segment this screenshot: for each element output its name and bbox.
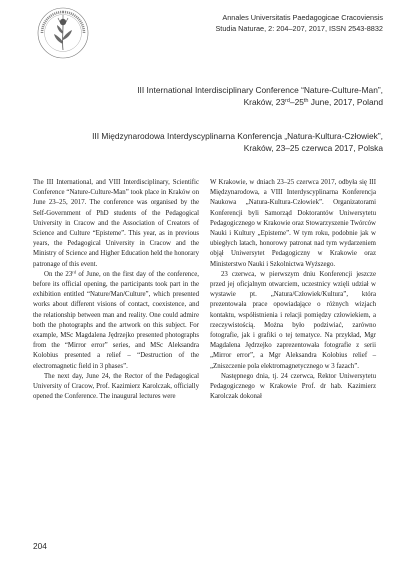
english-text-column	[33, 178, 199, 402]
polish-paragraph-1: W Krakowie, w dniach 23–25 czerwca 2017, odbyła się III Międzynarodowa, a VIII Interdyscyplinarna Konferencja Naukowa „Natura-Kultura-Człowiek”. Organizatorami Konferencji byli Samorząd Doktorantów Uniwersytetu Pedagogicznego w Krakowie oraz Stowarzyszenie Twórców Nauki i Kultury „Episteme”. W tym roku, podobnie jak w ubiegłych latach, honorowy patronat nad tym wydarzeniem objął Uniwersytet Pedagogiczny w Krakowie oraz Ministerstwo Nauki i Szkolnictwa Wyższego.	[210, 179, 376, 268]
english-paragraph-3: The next day, June 24, the Rector of the Pedagogical University of Cracow, Prof. Kazimierz Karolczak, officially opened the Conference. The inaugural lectures were	[33, 372, 199, 401]
english-paragraph-1: The III International, and VIII Interdisciplinary, Scientific Conference “Nature-Culture-Man” took place in Kraków on June 23–25, 2017. The conference was organised by the Self-Government of PhD students of the Pedagogical University in Cracow and the Association of Creators of Science and Culture “Episteme”. This year, as in previous years, the Pedagogical University in Cracow and the Ministry of Science and Higher Education held the honorary patronage of this event.	[33, 179, 199, 268]
conference-title-english-line1: III International Interdisciplinary Conference “Nature-Culture-Man”,	[137, 85, 383, 95]
conference-title-polish	[92, 130, 383, 154]
journal-title: Annales Universitatis Paedagogicae Cracoviensis	[222, 13, 383, 22]
journal-volume: Studia Naturae, 2: 204–207, 2017, ISSN 2543-8832	[215, 24, 383, 34]
conference-title-polish-line1: III Międzynarodowa Interdyscyplinarna Konferencja „Natura-Kultura-Człowiek”,	[92, 131, 383, 141]
conference-title-english	[137, 84, 383, 108]
page-number: 204	[33, 541, 47, 551]
journal-header	[215, 12, 383, 35]
conference-title-english-line2: Kraków, 23rd–25th June, 2017, Poland	[243, 97, 383, 108]
polish-paragraph-3: Następnego dnia, tj. 24 czerwca, Rektor Uniwersytetu Pedagogicznego w Krakowie Prof. dr hab. Kazimierz Karolczak dokonał	[210, 372, 376, 401]
university-seal-logo	[36, 6, 90, 60]
polish-paragraph-2: 23 czerwca, w pierwszym dniu Konferencji jeszcze przed jej oficjalnym otwarciem, uczestnicy wzięli udział w wystawie pt. „Natura/Człowiek/Kultura”, która prezentowała prace opowiadające o różnych wizjach kontaktu, współistnienia i relacji pomiędzy człowiekiem, a rzeczywistością. Można było podziwiać, zarówno fotografie, jak i grafiki o tej tematyce. Na przykład, Mgr Magdalena Jędrzejko zaprezentowała fotografie z serii „Mirror error”, a Mgr Aleksandra Kolobius relief – „Zniszczenie pola elektromagnetycznego w 3 fazach”.	[210, 270, 376, 370]
polish-text-column	[210, 178, 376, 402]
conference-title-polish-line2: Kraków, 23–25 czerwca 2017, Polska	[243, 143, 383, 154]
english-paragraph-2: On the 23rd of June, on the first day of the conference, before its official opening, the participants took part in the exhibition entitled “Nature/Man/Culture”, which presented works about different visions of contact, coexistence, and the relationship between man and reality. One could admire both the photographs and the artwork on this subject. For example, MSc Magdalena Jędrzejko presented photographs from the “Mirror error” series, and MSc Aleksandra Kolobius presented a relief – “Destruction of the electromagnetic field in 3 phases”.	[33, 269, 199, 370]
